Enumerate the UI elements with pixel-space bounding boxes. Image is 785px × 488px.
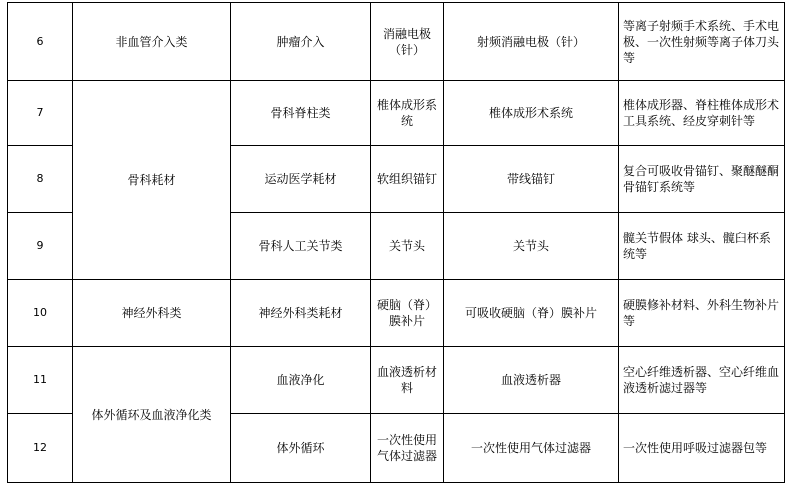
subcategory-cell: 骨科脊柱类	[231, 81, 371, 146]
product-cell: 一次性使用气体过滤器	[444, 414, 619, 483]
subcategory-cell: 神经外科类耗材	[231, 280, 371, 347]
examples-cell: 椎体成形器、脊柱椎体成形术工具系统、经皮穿刺针等	[619, 81, 785, 146]
subcategory-cell: 体外循环	[231, 414, 371, 483]
category-cell: 骨科耗材	[73, 81, 231, 280]
examples-cell: 一次性使用呼吸过滤器包等	[619, 414, 785, 483]
subcategory-cell: 肿瘤介入	[231, 3, 371, 81]
table-row	[8, 3, 785, 81]
item-name-cell: 软组织锚钉	[371, 146, 444, 213]
catalog-table	[7, 2, 785, 483]
examples-cell: 等离子射频手术系统、手术电极、一次性射频等离子体刀头等	[619, 3, 785, 81]
row-number: 8	[8, 146, 73, 213]
category-cell: 神经外科类	[73, 280, 231, 347]
table-row	[8, 347, 785, 414]
row-number: 6	[8, 3, 73, 81]
row-number: 7	[8, 81, 73, 146]
category-cell: 非血管介入类	[73, 3, 231, 81]
item-name-cell: 硬脑（脊）膜补片	[371, 280, 444, 347]
subcategory-cell: 骨科人工关节类	[231, 213, 371, 280]
item-name-cell: 血液透析材料	[371, 347, 444, 414]
row-number: 12	[8, 414, 73, 483]
subcategory-cell: 运动医学耗材	[231, 146, 371, 213]
table-row	[8, 81, 785, 146]
row-number: 11	[8, 347, 73, 414]
product-cell: 血液透析器	[444, 347, 619, 414]
item-name-cell: 消融电极（针）	[371, 3, 444, 81]
subcategory-cell: 血液净化	[231, 347, 371, 414]
row-number: 9	[8, 213, 73, 280]
category-cell: 体外循环及血液净化类	[73, 347, 231, 483]
item-name-cell: 一次性使用气体过滤器	[371, 414, 444, 483]
row-number: 10	[8, 280, 73, 347]
examples-cell: 硬膜修补材料、外科生物补片等	[619, 280, 785, 347]
examples-cell: 空心纤维透析器、空心纤维血液透析滤过器等	[619, 347, 785, 414]
item-name-cell: 椎体成形系统	[371, 81, 444, 146]
product-cell: 射频消融电极（针）	[444, 3, 619, 81]
product-cell: 关节头	[444, 213, 619, 280]
examples-cell: 髋关节假体 球头、髋臼杯系统等	[619, 213, 785, 280]
product-cell: 可吸收硬脑（脊）膜补片	[444, 280, 619, 347]
item-name-cell: 关节头	[371, 213, 444, 280]
table-row	[8, 280, 785, 347]
product-cell: 带线锚钉	[444, 146, 619, 213]
examples-cell: 复合可吸收骨锚钉、聚醚醚酮骨锚钉系统等	[619, 146, 785, 213]
product-cell: 椎体成形术系统	[444, 81, 619, 146]
